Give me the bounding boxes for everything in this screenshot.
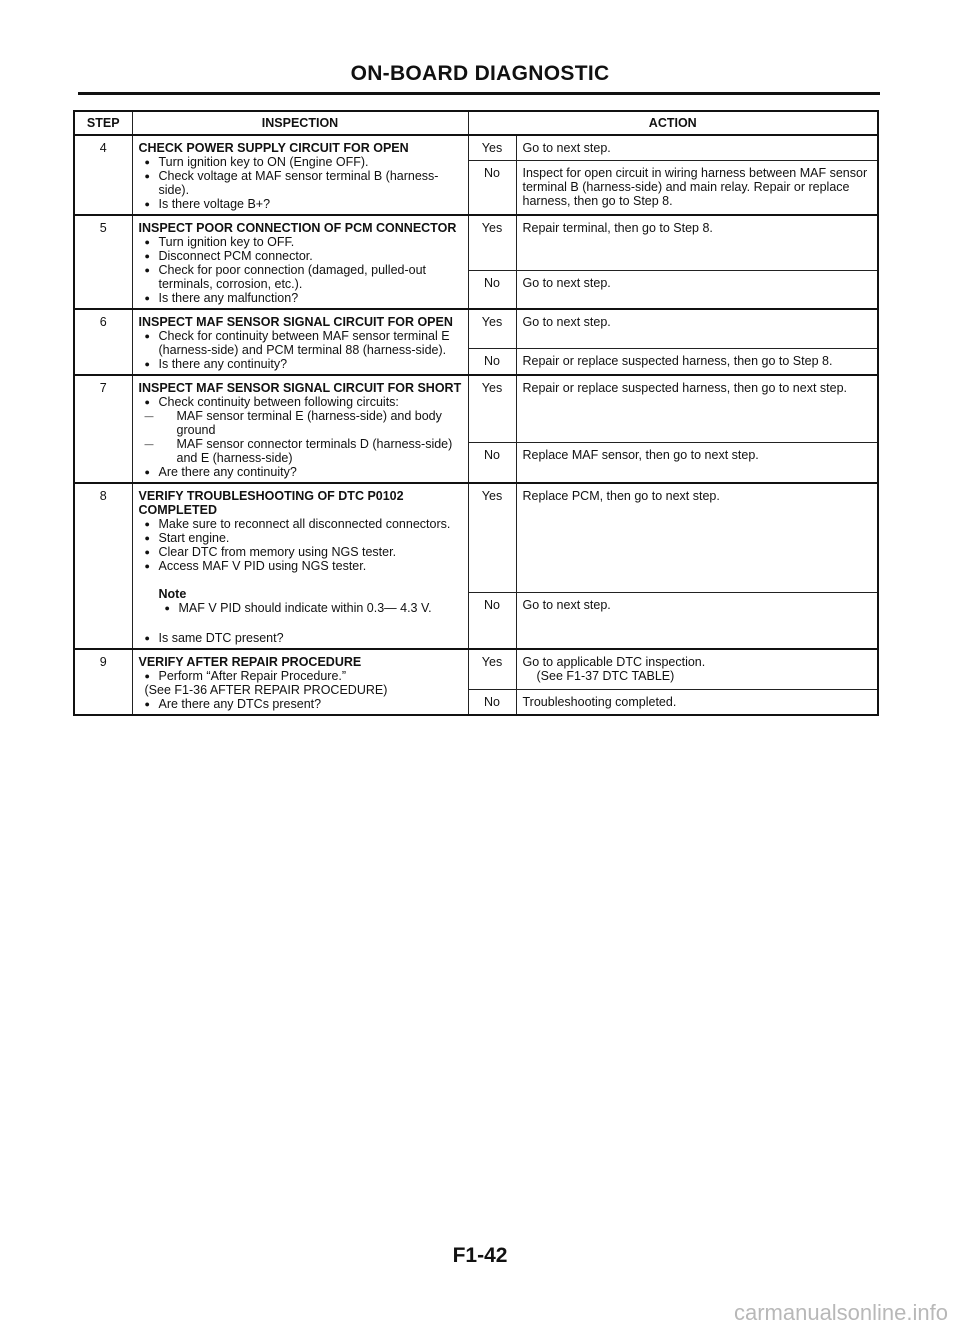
step-number: 7 (74, 375, 132, 483)
action-cell: Go to next step. (516, 309, 878, 349)
step-5-group (74, 215, 878, 309)
step-8-group (74, 483, 878, 649)
answer-cell: Yes (468, 309, 516, 349)
list-item: ● Make sure to reconnect all disconnected connectors. (159, 517, 462, 531)
inspection-title: VERIFY TROUBLESHOOTING OF DTC P0102 COMPLETED (138, 489, 404, 517)
header-step: STEP (74, 111, 132, 135)
inspection-cell (132, 649, 468, 715)
list-item: ● Check for poor connection (damaged, pulled-out terminals, corrosion, etc.). (159, 263, 462, 291)
answer-cell: No (468, 349, 516, 376)
inspection-title: INSPECT MAF SENSOR SIGNAL CIRCUIT FOR OPEN (138, 315, 453, 329)
list-item: ● Is there any continuity? (159, 357, 462, 371)
answer-cell: Yes (468, 649, 516, 690)
title-rule (78, 92, 880, 95)
answer-cell: Yes (468, 135, 516, 160)
answer-cell: Yes (468, 215, 516, 271)
answer-cell: Yes (468, 375, 516, 443)
inspection-title: VERIFY AFTER REPAIR PROCEDURE (138, 655, 362, 669)
header-inspection: INSPECTION (132, 111, 468, 135)
action-cell: Go to next step. (516, 135, 878, 160)
page-title: ON-BOARD DIAGNOSTIC (350, 62, 610, 85)
list-item: ● Are there any continuity? (159, 465, 462, 479)
list-item-text: ● Perform “After Repair Procedure.” (158, 669, 347, 683)
table-row (74, 649, 878, 690)
step-number: 9 (74, 649, 132, 715)
action-cell: Go to next step. (516, 593, 878, 650)
action-cell: Repair or replace suspected harness, then go to Step 8. (516, 349, 878, 376)
inspection-list (139, 517, 462, 573)
list-item (159, 395, 462, 465)
step-7-group (74, 375, 878, 483)
inspection-title: CHECK POWER SUPPLY CIRCUIT FOR OPEN (138, 141, 409, 155)
list-item: ● Start engine. (159, 531, 462, 545)
list-item: ● Turn ignition key to OFF. (159, 235, 462, 249)
reference-text: (See F1-36 AFTER REPAIR PROCEDURE) (144, 683, 388, 697)
list-item: ● Is there voltage B+? (159, 197, 462, 211)
list-item: ● Check voltage at MAF sensor terminal B (harness-side). (159, 169, 462, 197)
list-item: ● Clear DTC from memory using NGS tester. (159, 545, 462, 559)
note-item: ● MAF V PID should indicate within 0.3— 4.3 V. (179, 601, 462, 615)
inspection-list (139, 235, 462, 305)
step-6-group (74, 309, 878, 375)
action-text: Go to applicable DTC inspection. (522, 655, 706, 669)
inspection-list (139, 329, 462, 371)
answer-cell: No (468, 443, 516, 484)
table-row (74, 375, 878, 443)
sub-list-item: — MAF sensor terminal E (harness-side) and body ground (163, 409, 462, 437)
action-cell: Repair terminal, then go to Step 8. (516, 215, 878, 271)
action-cell: Go to next step. (516, 271, 878, 310)
answer-cell: No (468, 593, 516, 650)
list-item: ● Check for continuity between MAF sensor terminal E (harness-side) and PCM terminal 88 (harness-side). (159, 329, 462, 357)
action-cell: Replace PCM, then go to next step. (516, 483, 878, 593)
note-list (139, 601, 462, 615)
list-item: ● Are there any DTCs present? (159, 697, 462, 711)
action-cell (516, 649, 878, 690)
step-number: 6 (74, 309, 132, 375)
list-item-text: Check continuity between following circuits: (158, 395, 399, 409)
list-item: ● Is there any malfunction? (159, 291, 462, 305)
inspection-list (139, 155, 462, 211)
spacer (139, 615, 462, 631)
list-item (144, 669, 462, 697)
step-number: 5 (74, 215, 132, 309)
inspection-cell (132, 375, 468, 483)
table-row (74, 483, 878, 593)
inspection-title: INSPECT MAF SENSOR SIGNAL CIRCUIT FOR SHORT (138, 381, 462, 395)
answer-cell: Yes (468, 483, 516, 593)
table-row (74, 135, 878, 160)
inspection-cell (132, 309, 468, 375)
inspection-cell (132, 215, 468, 309)
step-number: 4 (74, 135, 132, 215)
step-number: 8 (74, 483, 132, 649)
reference-text: (See F1-37 DTC TABLE) (536, 669, 675, 683)
step-4-group (74, 135, 878, 215)
sub-list-item: — MAF sensor connector terminals D (harness-side) and E (harness-side) (163, 437, 462, 465)
inspection-list (139, 669, 462, 711)
header-action: ACTION (468, 111, 878, 135)
diagnostic-table (73, 110, 879, 716)
action-cell: Repair or replace suspected harness, then go to next step. (516, 375, 878, 443)
list-item: ● Disconnect PCM connector. (159, 249, 462, 263)
inspection-list (139, 395, 462, 479)
table-row (74, 309, 878, 349)
answer-cell: No (468, 690, 516, 715)
question-list (139, 631, 462, 645)
step-9-group (74, 649, 878, 715)
answer-cell: No (468, 271, 516, 310)
sub-list (159, 409, 462, 465)
action-cell: Replace MAF sensor, then go to next step. (516, 443, 878, 484)
table-row (74, 215, 878, 271)
action-cell: Inspect for open circuit in wiring harness between MAF sensor terminal B (harness-side) and main relay. Repair or replace harness, then go to Step 8. (516, 160, 878, 215)
inspection-title: INSPECT POOR CONNECTION OF PCM CONNECTOR (138, 221, 457, 235)
inspection-cell (132, 135, 468, 215)
table-header-row (74, 111, 878, 135)
watermark: carmanualsonline.info (733, 1300, 948, 1325)
note-title: Note (158, 587, 187, 601)
list-item: ● Turn ignition key to ON (Engine OFF). (159, 155, 462, 169)
page-number: F1-42 (452, 1244, 508, 1267)
answer-cell: No (468, 160, 516, 215)
list-item: ● Access MAF V PID using NGS tester. (159, 559, 462, 573)
action-cell: Troubleshooting completed. (516, 690, 878, 715)
list-item: ● Is same DTC present? (159, 631, 462, 645)
inspection-cell (132, 483, 468, 649)
